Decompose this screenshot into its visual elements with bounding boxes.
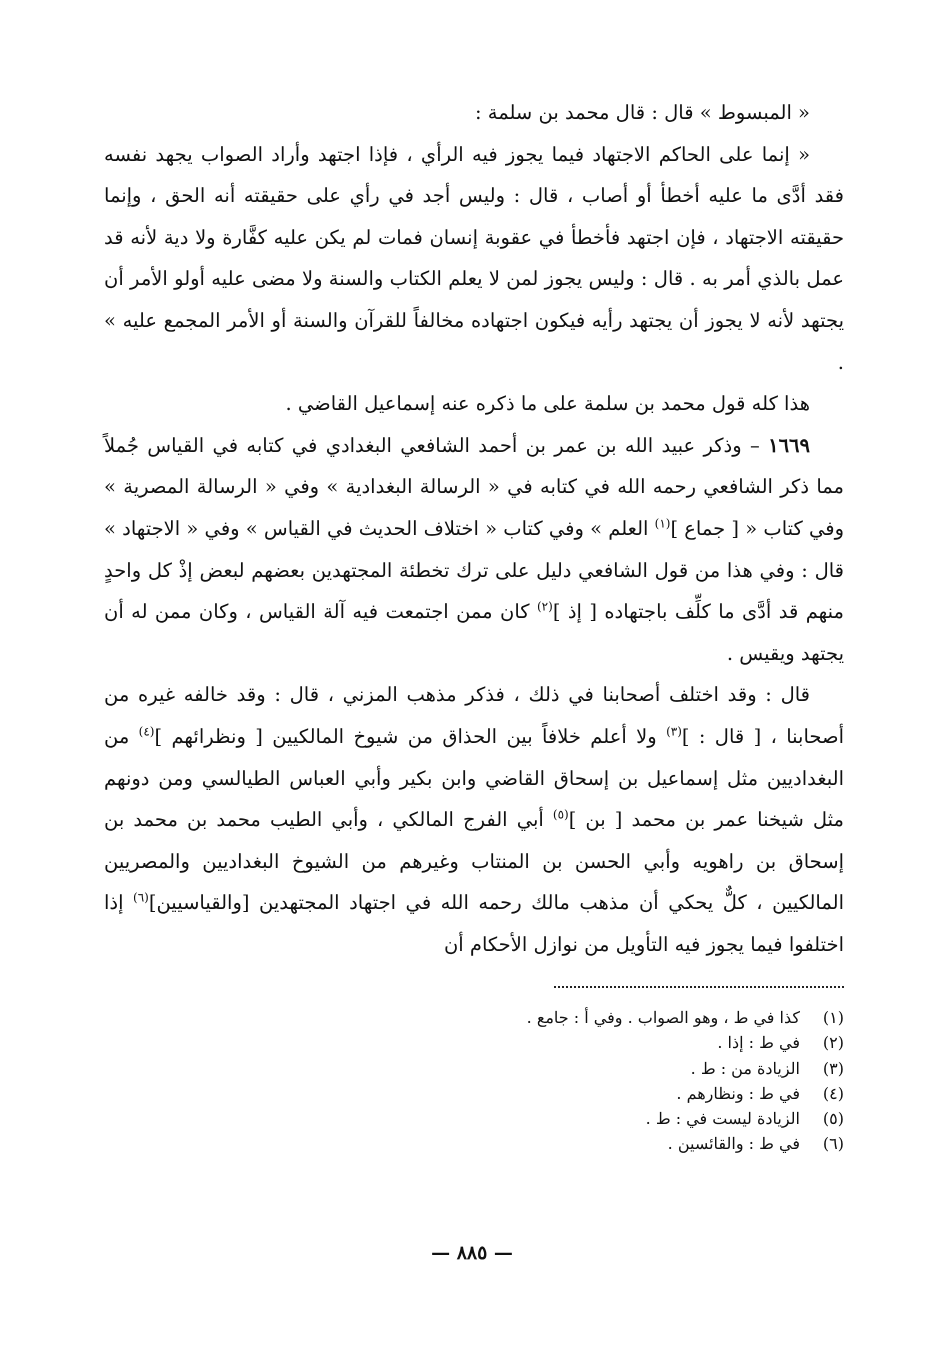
closing-paragraph: [104, 674, 844, 965]
footnote-text: في ط : والقائسين .: [667, 1134, 800, 1154]
footnote-text: في ط : ونظارهم .: [676, 1083, 800, 1103]
footnote-ref-6[interactable]: (٦): [133, 890, 149, 905]
footnote-item: [244, 1056, 844, 1081]
footnote-item: [244, 1081, 844, 1106]
footnote-number: (٥): [822, 1109, 844, 1129]
footnote-text: كذا في ط ، وهو الصواب . وفي أ : جامع .: [526, 1008, 800, 1027]
closing-text-part-4: أبي الفرج المالكي ، وأبي الطيب محمد بن محمد بن إسحاق بن راهويه وأبي الحسن بن المنتاب وغيرهم من الشيوخ البغداديين والمصريين المالكيين ، كلٌّ يحكي أن مذهب مالك رحمه الله في اجتهاد المجتهدين [والقياسيين]: [104, 808, 844, 915]
summary-paragraph: هذا كله قول محمد بن سلمة على ما ذكره عنه إسماعيل القاضي .: [285, 392, 810, 416]
footnotes-list: [244, 1005, 844, 1157]
closing-text-part-5: إذا اختلفوا فيما يجوز فيه التأويل من نوازل الأحكام أن: [104, 891, 844, 956]
footnote-number: (٤): [822, 1083, 844, 1103]
footnote-ref-3[interactable]: (٣): [666, 724, 682, 739]
closing-text-part-1: قال : وقد اختلف أصحابنا في ذلك ، فذكر مذهب المزني ، قال : وقد خالفه غيره من أصحابنا ، [ قال : ]: [104, 683, 844, 748]
footnote-item: [244, 1005, 844, 1030]
footnote-text: في ط : إذا .: [717, 1033, 800, 1053]
footnote-ref-5[interactable]: (٥): [552, 807, 569, 822]
footnote-ref-1[interactable]: (١): [654, 516, 671, 531]
footnote-ref-2[interactable]: (٢): [536, 599, 553, 614]
section-text-part-1: – وذكر عبيد الله بن عمر بن أحمد الشافعي البغدادي في كتابه في القياس جُملاً مما ذكر الشافعي رحمه الله في كتابه في « الرسالة البغدادية » وفي « الرسالة المصرية » وفي كتاب « [ جماع ]: [104, 433, 844, 540]
section-number: ١٦٦٩: [768, 433, 810, 457]
intro-paragraph: « المبسوط » قال : قال محمد بن سلمة :: [474, 101, 810, 124]
footnote-ref-4[interactable]: (٤): [138, 724, 155, 739]
footnote-text: الزيادة من : ط .: [690, 1058, 800, 1078]
footnote-number: (٣): [822, 1058, 844, 1078]
footnote-text: الزيادة ليست في : ط .: [645, 1109, 800, 1129]
footnote-item: [244, 1131, 844, 1156]
quote-paragraph: « إنما على الحاكم الاجتهاد فيما يجوز فيه الرأي ، فإذا اجتهد وأراد الصواب يجهد نفسه فقد أدَّى ما عليه أخطأ أو أصاب ، قال : وليس أجد في رأي على حقيقته أنه الحق ، وإنما حقيقته الاجتهاد ، فإن اجتهد فأخطأ في عقوبة إنسان فمات لم يكن عليه كفَّارة ولا دية لأنه قد عمل بالذي أمر به . قال : وليس يجوز لمن لا يعلم الكتاب والسنة ولا مضى عليه أولو الأمر أن يجتهد لأنه لا يجوز أن يجتهد رأيه فيكون اجتهاده مخالفاً للقرآن والسنة أو الأمر المجمع عليه » .: [104, 142, 844, 374]
section-text-part-2: العلم » وفي كتاب « اختلاف الحديث في القياس » وفي « الاجتهاد » قال : وفي هذا من قول الشافعي دليل على ترك تخطئة المجتهدين بعضهم لبعض إذْ كل واحدٍ منهم قد أدَّى ما كلِّف باجتهاده [ إذ ]: [104, 516, 844, 624]
footnote-number: (٢): [822, 1033, 844, 1053]
page-number: — ٨٨٥ —: [431, 1242, 513, 1264]
footnote-separator: [554, 986, 844, 988]
footnote-number: (١): [822, 1008, 844, 1027]
closing-text-part-2: ولا أعلم خلافاً بين الحذاق من شيوخ المالكيين [ ونظرائهم ]: [154, 724, 667, 748]
section-paragraph: [104, 425, 844, 675]
main-text: [104, 92, 844, 965]
footnote-item: [244, 1030, 844, 1055]
footnote-item: [244, 1106, 844, 1131]
closing-text-part-3: من البغداديين مثل إسماعيل بن إسحاق القاضي وابن بكير وأبي العباس الطيالسي ومن دونهم مثل شيخنا عمر بن محمد [ بن ]: [104, 724, 844, 832]
section-text-part-3: كان ممن اجتمعت فيه آلة القياس ، وكان ممن له أن يجتهد ويقيس .: [104, 600, 844, 665]
footnote-number: (٦): [822, 1134, 844, 1154]
